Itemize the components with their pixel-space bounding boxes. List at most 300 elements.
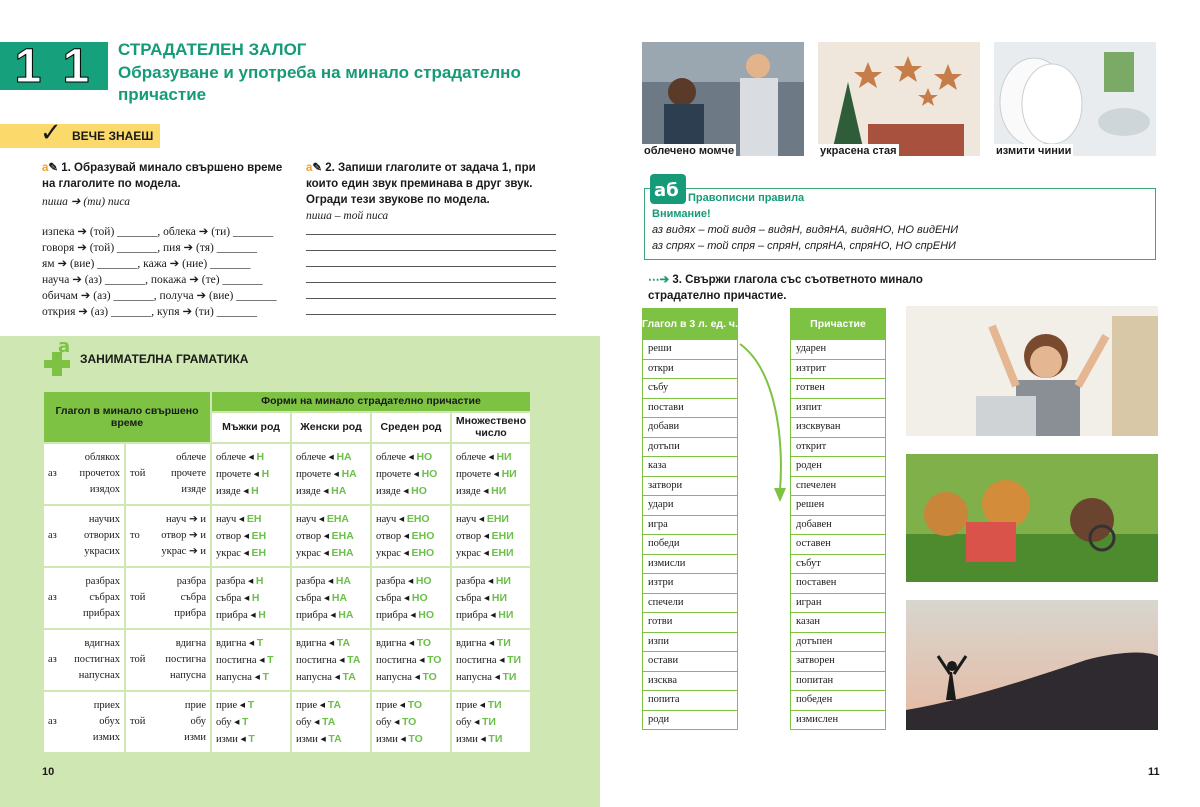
- participle-ending: ТА: [336, 636, 351, 649]
- verb-text: отвор ➔ и: [161, 530, 206, 541]
- verb-form: [130, 512, 206, 528]
- participle-cell: [211, 567, 291, 629]
- participle-stem: разбра: [216, 575, 246, 587]
- verb-form: [48, 698, 120, 714]
- ab-logo-icon: [648, 168, 688, 206]
- participle-ending: ЕНО: [411, 546, 435, 559]
- arrow-left-icon: ◂: [480, 547, 492, 559]
- arrow-left-icon: ◂: [485, 451, 497, 463]
- verb-item[interactable]: готви: [642, 613, 738, 633]
- verb-text: напусна: [170, 670, 206, 681]
- participle-item[interactable]: победен: [790, 691, 886, 711]
- pronoun: аз: [48, 468, 57, 479]
- verb-text: постигна: [165, 654, 206, 665]
- caption-dressed-boy: облечено момче: [644, 145, 735, 157]
- table-row: [43, 505, 531, 567]
- participle-ending: ЕНА: [326, 512, 349, 525]
- rules-line-1: аз видях – той видя – видяН, видяНА, видяНО, НО видЕНИ: [652, 224, 959, 236]
- past-tense-first-person: [43, 443, 125, 505]
- participle-stem: прибра: [296, 609, 328, 621]
- participle-form: [376, 483, 446, 500]
- verb-form: [130, 574, 206, 590]
- lesson-subtitle: Образуване и употреба на минало страдателно причастие: [118, 63, 521, 104]
- participle-form: [456, 607, 526, 624]
- participle-stem: вдигна: [376, 637, 407, 649]
- verb-text: облече: [176, 452, 206, 463]
- participle-form: [296, 573, 366, 590]
- participles-column-head: Причастие: [790, 308, 886, 340]
- participle-stem: изми: [456, 733, 478, 745]
- verb-text: прочетох: [79, 468, 120, 479]
- arrow-left-icon: ◂: [486, 637, 497, 649]
- participle-cell: [451, 629, 531, 691]
- arrow-left-icon: ◂: [480, 485, 492, 497]
- verb-form: [130, 544, 206, 560]
- verb-form: [130, 482, 206, 498]
- participle-stem: напусна: [216, 671, 252, 683]
- verb-form: [130, 590, 206, 606]
- participle-form: [216, 731, 286, 748]
- participle-item[interactable]: изсквуван: [790, 418, 886, 438]
- verb-item[interactable]: изсква: [642, 672, 738, 692]
- participle-ending: ТА: [342, 670, 356, 683]
- pronoun: той: [130, 654, 146, 665]
- verb-form: [48, 714, 120, 730]
- participle-stem: прочете: [296, 468, 332, 480]
- participle-cell: [451, 691, 531, 753]
- participle-form: [296, 483, 366, 500]
- past-tense-third-person: [125, 629, 211, 691]
- verb-text: събрах: [89, 592, 120, 603]
- participle-cell: [291, 691, 371, 753]
- task-3-text: 3. Свържи глагола със съответното минало страдателно причастие.: [648, 274, 923, 302]
- exercise-line-5: обичам ➔ (аз) _______, получа ➔ (вие) _______: [42, 290, 277, 302]
- participle-item[interactable]: роден: [790, 457, 886, 477]
- participle-item[interactable]: оставен: [790, 535, 886, 555]
- arrow-left-icon: ◂: [246, 637, 257, 649]
- pencil-a-icon: а: [42, 162, 49, 174]
- photo-decorated-room: [818, 42, 980, 156]
- arrow-left-icon: ◂: [487, 609, 499, 621]
- answer-line: [306, 266, 556, 267]
- verb-form: [48, 606, 120, 622]
- arrow-left-icon: ◂: [477, 699, 488, 711]
- verb-item[interactable]: каза: [642, 457, 738, 477]
- verb-item[interactable]: победи: [642, 535, 738, 555]
- participle-item[interactable]: спечелен: [790, 477, 886, 497]
- verb-form: [48, 544, 120, 560]
- participle-form: [216, 652, 286, 669]
- verb-form: [48, 466, 120, 482]
- svg-text:аб: аб: [654, 180, 679, 201]
- participle-ending: ТО: [407, 698, 423, 711]
- participle-stem: украс: [456, 547, 481, 559]
- participle-ending: НО: [416, 450, 433, 463]
- participle-stem: изми: [376, 733, 398, 745]
- col-plural: Множествено число: [451, 412, 531, 443]
- verb-item[interactable]: измисли: [642, 555, 738, 575]
- participle-stem: науч: [456, 513, 477, 525]
- arrow-left-icon: ◂: [411, 468, 422, 480]
- arrow-left-icon: ◂: [331, 671, 343, 683]
- arrow-left-icon: ◂: [320, 547, 332, 559]
- answer-line: [306, 298, 556, 299]
- col-neuter: Среден род: [371, 412, 451, 443]
- verb-item[interactable]: удари: [642, 496, 738, 516]
- arrow-left-icon: ◂: [401, 592, 412, 604]
- participle-form: [216, 714, 286, 731]
- photo-mountain-sunset: [906, 600, 1158, 730]
- participle-ending: Н: [256, 450, 265, 463]
- verb-text: обу: [190, 716, 206, 727]
- participle-form: [296, 528, 366, 545]
- verb-text: обух: [99, 716, 120, 727]
- participle-form: [456, 511, 526, 528]
- verb-text: облякох: [84, 452, 120, 463]
- arrow-left-icon: ◂: [396, 513, 407, 525]
- participle-form: [456, 545, 526, 562]
- participle-stem: прочете: [376, 468, 412, 480]
- participle-stem: украс: [376, 547, 401, 559]
- participle-ending: НИ: [498, 608, 514, 621]
- participle-item[interactable]: измислен: [790, 711, 886, 731]
- table-row: [43, 567, 531, 629]
- participle-ending: ТИ: [487, 698, 502, 711]
- participle-form: [296, 607, 366, 624]
- participle-ending: ЕНА: [331, 546, 354, 559]
- participle-form: [456, 528, 526, 545]
- verb-item[interactable]: роди: [642, 711, 738, 731]
- arrow-left-icon: ◂: [476, 513, 487, 525]
- participle-stem: събра: [376, 592, 402, 604]
- verb-form: [130, 668, 206, 684]
- participle-stem: постигна: [456, 654, 497, 666]
- participle-form: [456, 652, 526, 669]
- participle-ending: НИ: [496, 450, 512, 463]
- arrow-left-icon: ◂: [317, 699, 328, 711]
- arrow-left-icon: ◂: [316, 513, 327, 525]
- right-page: [600, 0, 1200, 807]
- past-tense-third-person: [125, 567, 211, 629]
- participle-form: [376, 449, 446, 466]
- participle-form: [296, 669, 366, 686]
- verb-text: приех: [93, 700, 120, 711]
- participle-stem: облече: [456, 451, 486, 463]
- verb-form: [48, 512, 120, 528]
- participle-stem: отвор: [376, 530, 402, 542]
- participle-item[interactable]: готвен: [790, 379, 886, 399]
- participle-stem: отвор: [296, 530, 322, 542]
- participle-cell: [291, 505, 371, 567]
- verbs-column-head: Глагол в 3 л. ед. ч.: [642, 308, 738, 340]
- participle-stem: изяде: [376, 485, 401, 497]
- table-row: [43, 443, 531, 505]
- participle-item[interactable]: ударен: [790, 340, 886, 360]
- participle-ending: Т: [241, 715, 249, 728]
- participle-form: [456, 483, 526, 500]
- participle-form: [296, 466, 366, 483]
- participle-cell: [371, 567, 451, 629]
- verb-text: изядох: [89, 484, 120, 495]
- participle-stem: събра: [296, 592, 322, 604]
- exercise-line-2: говоря ➔ (той) _______, пия ➔ (тя) _______: [42, 242, 257, 254]
- participle-item[interactable]: казан: [790, 613, 886, 633]
- photo-washed-dishes: [994, 42, 1156, 156]
- verbs-column: [642, 308, 738, 730]
- participle-ending: ТА: [347, 653, 361, 666]
- participle-item[interactable]: попитан: [790, 672, 886, 692]
- participle-stem: прибра: [456, 609, 488, 621]
- verb-item[interactable]: затвори: [642, 477, 738, 497]
- arrow-left-icon: ◂: [471, 716, 482, 728]
- participle-stem: прие: [296, 699, 318, 711]
- verb-item[interactable]: дотъпи: [642, 438, 738, 458]
- participle-ending: Т: [248, 732, 255, 745]
- participle-form: [456, 714, 526, 731]
- participle-stem: облече: [376, 451, 406, 463]
- participle-stem: украс: [296, 547, 321, 559]
- verb-text: прибра: [174, 608, 206, 619]
- participle-form: [456, 635, 526, 652]
- verb-text: прибрах: [83, 608, 120, 619]
- verb-item[interactable]: събу: [642, 379, 738, 399]
- arrow-left-icon: ◂: [325, 575, 336, 587]
- page-number-right: 11: [1148, 766, 1160, 778]
- participle-form: [456, 573, 526, 590]
- participle-stem: прочете: [456, 468, 492, 480]
- participle-ending: НО: [411, 591, 428, 604]
- participle-stem: вдигна: [216, 637, 247, 649]
- participle-item[interactable]: поставен: [790, 574, 886, 594]
- arrow-left-icon: ◂: [485, 575, 496, 587]
- arrow-left-icon: ◂: [405, 451, 417, 463]
- verb-item[interactable]: изпи: [642, 633, 738, 653]
- participle-stem: вдигна: [456, 637, 487, 649]
- arrow-left-icon: ◂: [317, 733, 329, 745]
- participle-cell: [291, 567, 371, 629]
- participle-stem: изяде: [456, 485, 481, 497]
- arrow-left-icon: ◂: [240, 547, 252, 559]
- participle-form: [216, 590, 286, 607]
- exercise-line-6: открия ➔ (аз) _______, купя ➔ (ти) _______: [42, 306, 257, 318]
- rules-line-2: аз спрях – той спря – спряН, спряНА, спряНО, НО спрЕНИ: [652, 240, 956, 252]
- task-1-model: пиша ➔ (ти) писа: [42, 196, 130, 208]
- participle-stem: изми: [296, 733, 318, 745]
- past-tense-first-person: [43, 691, 125, 753]
- participle-ending: НО: [415, 574, 432, 587]
- participle-form: [216, 573, 286, 590]
- table-row: [43, 629, 531, 691]
- pronoun: той: [130, 592, 146, 603]
- participle-form: [376, 731, 446, 748]
- spelling-rules-title: Правописни правила: [688, 192, 805, 204]
- participle-form: [216, 483, 286, 500]
- answer-line: [306, 282, 556, 283]
- participle-stem: обу: [456, 716, 472, 728]
- participle-stem: обу: [216, 716, 232, 728]
- participle-ending: ТИ: [507, 653, 522, 666]
- verb-text: прие: [184, 700, 206, 711]
- participle-item[interactable]: затворен: [790, 652, 886, 672]
- verb-item[interactable]: игра: [642, 516, 738, 536]
- already-know-label: ВЕЧЕ ЗНАЕШ: [72, 129, 154, 143]
- participle-stem: събра: [216, 592, 242, 604]
- verb-item[interactable]: остави: [642, 652, 738, 672]
- participle-ending: ТИ: [481, 715, 496, 728]
- participle-stem: украс: [216, 547, 241, 559]
- participle-cell: [371, 505, 451, 567]
- participle-ending: ТО: [408, 732, 423, 745]
- participle-stem: изяде: [216, 485, 241, 497]
- exercise-line-1: изпека ➔ (той) _______, облека ➔ (ти) _______: [42, 226, 274, 238]
- verb-text: украсих: [84, 546, 120, 557]
- participle-item[interactable]: игран: [790, 594, 886, 614]
- lesson-number: 1 1: [14, 39, 94, 93]
- participle-stem: науч: [216, 513, 237, 525]
- participle-form: [296, 714, 366, 731]
- dotted-arrow-icon: ⋯➔: [648, 274, 670, 286]
- arrow-left-icon: ◂: [237, 699, 248, 711]
- arrow-left-icon: ◂: [247, 609, 259, 621]
- verb-form: [130, 466, 206, 482]
- participle-ending: ЕН: [251, 529, 267, 542]
- verb-item[interactable]: откри: [642, 360, 738, 380]
- verb-form: [130, 528, 206, 544]
- participle-ending: ЕНО: [406, 512, 430, 525]
- participle-ending: ЕНИ: [491, 546, 514, 559]
- participle-item[interactable]: добавен: [790, 516, 886, 536]
- lesson-title: СТРАДАТЕЛЕН ЗАЛОГ: [118, 40, 307, 59]
- arrow-left-icon: ◂: [251, 671, 263, 683]
- already-know-banner: [0, 124, 160, 148]
- participle-form: [216, 669, 286, 686]
- arrow-left-icon: ◂: [326, 637, 337, 649]
- pronoun: аз: [48, 592, 57, 603]
- verb-form: [48, 636, 120, 652]
- participle-cell: [451, 505, 531, 567]
- participle-form: [376, 652, 446, 669]
- participle-ending: ТИ: [496, 636, 511, 649]
- participle-ending: ЕНИ: [491, 529, 514, 542]
- verb-form: [130, 450, 206, 466]
- participle-form: [376, 590, 446, 607]
- participle-stem: напусна: [376, 671, 412, 683]
- participle-form: [296, 511, 366, 528]
- participle-form: [376, 466, 446, 483]
- participle-ending: НА: [331, 591, 348, 604]
- past-tense-third-person: [125, 691, 211, 753]
- arrow-left-icon: ◂: [397, 733, 409, 745]
- arrow-left-icon: ◂: [406, 637, 417, 649]
- participle-stem: постигна: [376, 654, 417, 666]
- participle-ending: НО: [411, 484, 427, 497]
- verb-text: измих: [92, 732, 120, 743]
- past-tense-third-person: [125, 505, 211, 567]
- arrow-left-icon: ◂: [241, 592, 252, 604]
- participle-form: [296, 697, 366, 714]
- verb-form: [48, 482, 120, 498]
- participle-stem: изми: [216, 733, 238, 745]
- table-head-forms: Форми на минало страдателно причастие: [211, 391, 531, 412]
- arrow-left-icon: ◂: [496, 654, 508, 666]
- answer-line: [306, 234, 556, 235]
- participle-ending: НА: [338, 608, 354, 621]
- verb-item[interactable]: постави: [642, 399, 738, 419]
- participle-cell: [211, 443, 291, 505]
- participle-stem: разбра: [376, 575, 406, 587]
- verb-item[interactable]: добави: [642, 418, 738, 438]
- participle-stem: разбра: [296, 575, 326, 587]
- arrow-left-icon: ◂: [477, 733, 489, 745]
- participle-forms-table: [42, 390, 532, 754]
- participle-form: [216, 466, 286, 483]
- verb-form: [130, 730, 206, 746]
- past-tense-first-person: [43, 505, 125, 567]
- participle-cell: [371, 691, 451, 753]
- participle-item[interactable]: изпит: [790, 399, 886, 419]
- participle-item[interactable]: решен: [790, 496, 886, 516]
- arrow-left-icon: ◂: [251, 468, 262, 480]
- verb-item[interactable]: реши: [642, 340, 738, 360]
- participle-ending: Н: [258, 608, 266, 621]
- arrow-left-icon: ◂: [236, 513, 247, 525]
- participle-cell: [451, 443, 531, 505]
- participle-form: [296, 449, 366, 466]
- verb-text: събра: [180, 592, 206, 603]
- arrow-left-icon: ◂: [245, 575, 256, 587]
- participle-form: [456, 731, 526, 748]
- participle-stem: прибра: [376, 609, 408, 621]
- verb-text: изми: [184, 732, 206, 743]
- participle-cell: [371, 443, 451, 505]
- verb-item[interactable]: попита: [642, 691, 738, 711]
- participle-ending: ЕН: [251, 546, 267, 559]
- participle-ending: ТО: [416, 636, 432, 649]
- participle-form: [216, 449, 286, 466]
- caption-washed-dishes: измити чинии: [996, 145, 1072, 157]
- pronoun: аз: [48, 530, 57, 541]
- participle-ending: Т: [256, 636, 264, 649]
- photo-dressed-boy: [642, 42, 804, 156]
- participle-item[interactable]: изтрит: [790, 360, 886, 380]
- participle-form: [296, 731, 366, 748]
- participle-form: [456, 669, 526, 686]
- table-head-verb: Глагол в минало свършено време: [43, 391, 211, 443]
- participle-ending: Н: [251, 484, 259, 497]
- participle-item[interactable]: дотъпен: [790, 633, 886, 653]
- past-tense-first-person: [43, 629, 125, 691]
- arrow-left-icon: ◂: [407, 609, 419, 621]
- verb-item[interactable]: спечели: [642, 594, 738, 614]
- participle-stem: постигна: [216, 654, 257, 666]
- verb-item[interactable]: изтри: [642, 574, 738, 594]
- pronoun: аз: [48, 716, 57, 727]
- participle-stem: обу: [376, 716, 392, 728]
- verb-text: изяде: [181, 484, 206, 495]
- arrow-left-icon: ◂: [481, 530, 492, 542]
- participle-item[interactable]: открит: [790, 438, 886, 458]
- participle-cell: [211, 691, 291, 753]
- participle-form: [216, 607, 286, 624]
- verb-text: отворих: [84, 530, 120, 541]
- participle-cell: [451, 567, 531, 629]
- participle-ending: НО: [418, 608, 435, 621]
- task-2-model: пиша – той писа: [306, 210, 389, 222]
- participle-ending: НА: [335, 574, 352, 587]
- arrow-left-icon: ◂: [245, 451, 257, 463]
- participle-form: [456, 449, 526, 466]
- participle-item[interactable]: събут: [790, 555, 886, 575]
